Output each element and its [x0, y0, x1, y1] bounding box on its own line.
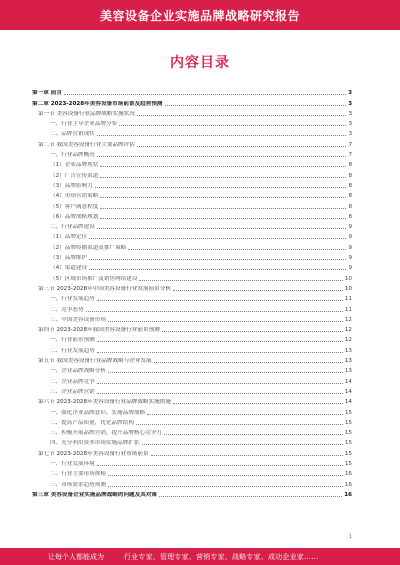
toc-entry-page: 15 — [344, 450, 352, 457]
toc-entry[interactable] — [32, 220, 352, 230]
footer-banner — [0, 548, 400, 565]
toc-entry-label: 二、行业主要市场规模 — [50, 471, 106, 478]
toc-entry-page: 15 — [344, 409, 352, 416]
toc-leader-dots — [95, 187, 347, 188]
toc-entry[interactable] — [32, 117, 352, 127]
toc-entry[interactable] — [32, 333, 352, 343]
toc-entry-label: （5）客户满意程度 — [50, 203, 99, 210]
table-of-contents — [32, 86, 352, 498]
toc-entry-page: 3 — [348, 110, 352, 117]
toc-entry-page: 11 — [344, 306, 352, 313]
toc-entry[interactable] — [32, 251, 352, 261]
toc-leader-dots — [100, 197, 346, 198]
toc-entry-page: 14 — [344, 388, 352, 395]
toc-entry-page: 3 — [348, 121, 352, 128]
toc-leader-dots — [97, 228, 347, 229]
toc-entry-label: 一、行业发展趋势 — [50, 296, 95, 303]
toc-entry-page: 9 — [348, 265, 352, 272]
toc-entry[interactable] — [32, 148, 352, 158]
toc-entry[interactable] — [32, 426, 352, 436]
toc-entry-label: 三、中国美容设备市场 — [50, 316, 106, 323]
toc-entry[interactable] — [32, 189, 352, 199]
toc-entry-page: 12 — [344, 327, 352, 334]
toc-entry-page: 8 — [348, 162, 352, 169]
toc-entry[interactable] — [32, 179, 352, 189]
toc-entry-label: （3）品牌影响力 — [50, 182, 93, 189]
toc-entry[interactable] — [32, 395, 352, 405]
toc-leader-dots — [108, 321, 343, 322]
toc-entry-label: （4）市场营销策略 — [50, 193, 99, 200]
toc-entry-label: 三、积极开展品牌营销，提升品牌核心竞争力 — [50, 430, 162, 437]
toc-leader-dots — [97, 156, 347, 157]
report-title: 美容设备企业实施品牌战略研究报告 — [99, 8, 300, 23]
toc-leader-dots — [173, 290, 343, 291]
toc-entry-page: 16 — [344, 471, 352, 478]
toc-leader-dots — [137, 115, 347, 116]
toc-leader-dots — [154, 362, 343, 363]
toc-leader-dots — [108, 486, 343, 487]
toc-entry-page: 14 — [344, 399, 352, 406]
toc-entry-label: （4）渠道建设 — [50, 265, 88, 272]
toc-leader-dots — [139, 280, 342, 281]
toc-leader-dots — [142, 444, 343, 445]
toc-leader-dots — [108, 372, 343, 373]
toc-entry-label: 第四节 2023-2028年我国美容设备行业前景预测 — [38, 327, 160, 334]
toc-entry-page: 13 — [344, 368, 352, 375]
toc-entry-page: 8 — [348, 182, 352, 189]
toc-entry-page: 9 — [348, 244, 352, 251]
toc-entry-page: 11 — [344, 296, 352, 303]
toc-leader-dots — [151, 455, 343, 456]
toc-entry[interactable] — [32, 374, 352, 384]
toc-leader-dots — [97, 352, 343, 353]
toc-entry-page: 7 — [348, 141, 352, 148]
toc-entry[interactable] — [32, 230, 352, 240]
toc-entry-label: 二、行业发展趋势 — [50, 347, 95, 354]
toc-title: 内容目录 — [170, 55, 230, 71]
toc-entry-label: 第五节 我国美容设备行业品牌战略与企业发展 — [38, 358, 152, 365]
toc-entry-page: 12 — [344, 337, 352, 344]
toc-entry-page: 10 — [344, 285, 352, 292]
toc-entry[interactable] — [32, 292, 352, 302]
toc-entry-page: 16 — [344, 481, 352, 488]
toc-entry-label: （3）品牌维护 — [50, 255, 88, 262]
toc-leader-dots — [89, 269, 346, 270]
toc-entry[interactable] — [32, 86, 352, 96]
toc-entry-label: 一、行业发展环境 — [50, 460, 95, 467]
toc-leader-dots — [119, 125, 346, 126]
toc-entry[interactable] — [32, 416, 352, 426]
toc-entry[interactable] — [32, 168, 352, 178]
toc-entry-label: （2）品牌传播渠道及推广策略 — [50, 244, 127, 251]
toc-leader-dots — [100, 177, 346, 178]
toc-entry[interactable] — [32, 343, 352, 353]
toc-entry[interactable] — [32, 354, 352, 364]
toc-entry-label: 第二节 我国美容设备行业主要品牌评估 — [38, 141, 135, 148]
toc-leader-dots — [97, 300, 343, 301]
toc-entry-page: 8 — [348, 203, 352, 210]
toc-leader-dots — [86, 311, 343, 312]
toc-entry[interactable] — [32, 127, 352, 137]
toc-entry[interactable] — [32, 477, 352, 487]
toc-entry-label: 一、行业前景预测 — [50, 337, 95, 344]
toc-entry[interactable] — [32, 405, 352, 415]
toc-leader-dots — [108, 475, 343, 476]
toc-leader-dots — [100, 166, 346, 167]
toc-leader-dots — [162, 331, 343, 332]
toc-entry[interactable] — [32, 240, 352, 250]
toc-entry-label: 二、品牌营销现状 — [50, 131, 95, 138]
toc-entry-page: 9 — [348, 224, 352, 231]
toc-entry-label: 二、提高产品质量，优化品牌结构 — [50, 419, 134, 426]
toc-entry-label: 一、行业品牌概况 — [50, 152, 95, 159]
toc-entry-label: 二、行业品牌建设 — [50, 224, 95, 231]
toc-entry-label: （2）广告宣传渠道 — [50, 172, 99, 179]
toc-leader-dots — [147, 414, 343, 415]
toc-entry[interactable] — [32, 313, 352, 323]
toc-entry-label: 第三节 2023-2028年中国美容设备行业发展前景分析 — [38, 285, 171, 292]
toc-entry-page: 3 — [348, 90, 352, 97]
toc-entry-label: （1）企业品牌现状 — [50, 162, 99, 169]
toc-entry[interactable] — [32, 436, 352, 446]
toc-entry-label: 二、竞争态势 — [50, 306, 84, 313]
toc-leader-dots — [165, 105, 347, 106]
toc-entry-page: 16 — [344, 491, 352, 498]
toc-entry[interactable] — [32, 457, 352, 467]
toc-entry-page: 14 — [344, 378, 352, 385]
toc-entry-label: 一、强化企业品牌意识，实施品牌战略 — [50, 409, 146, 416]
footer-slogan-right: 行业专家、管理专家、营销专家、战略专家、成功企业家…… — [124, 552, 319, 561]
toc-entry-label: 四、充分利用资本市场实施品牌扩张 — [50, 440, 140, 447]
toc-entry-page: 9 — [348, 255, 352, 262]
toc-leader-dots — [97, 135, 347, 136]
toc-leader-dots — [173, 403, 343, 404]
toc-entry[interactable] — [32, 137, 352, 147]
toc-entry[interactable] — [32, 158, 352, 168]
toc-leader-dots — [97, 465, 343, 466]
toc-leader-dots — [97, 393, 343, 394]
toc-entry-label: 第一节 美容设备行业品牌战略实施状况 — [38, 110, 135, 117]
toc-entry-page: 15 — [344, 419, 352, 426]
toc-entry[interactable] — [32, 302, 352, 312]
toc-leader-dots — [137, 146, 347, 147]
toc-entry-page: 15 — [344, 430, 352, 437]
toc-entry-label: 第六节 2023-2028年美容设备行业品牌战略实施措施 — [38, 399, 171, 406]
toc-entry-label: （6）品牌战略规划 — [50, 213, 99, 220]
toc-entry-page: 8 — [348, 213, 352, 220]
toc-entry[interactable] — [32, 364, 352, 374]
toc-leader-dots — [128, 249, 346, 250]
toc-entry[interactable] — [32, 210, 352, 220]
toc-entry-label: 第一章 前言 — [32, 90, 62, 97]
toc-leader-dots — [164, 434, 343, 435]
toc-entry-label: 一、行业主导企业品牌分布 — [50, 121, 118, 128]
toc-entry[interactable] — [32, 488, 352, 498]
toc-leader-dots — [89, 238, 346, 239]
toc-entry-label: 第三章 美容设备企业实施品牌战略的问题及其对策 — [32, 491, 158, 498]
toc-entry[interactable] — [32, 446, 352, 456]
toc-entry-page: 7 — [348, 152, 352, 159]
toc-entry-page: 8 — [348, 193, 352, 200]
toc-entry-page: 3 — [348, 131, 352, 138]
toc-entry-label: 三、企业品牌营销 — [50, 388, 95, 395]
toc-leader-dots — [89, 259, 346, 260]
toc-entry[interactable] — [32, 323, 352, 333]
header-banner — [0, 0, 400, 30]
toc-leader-dots — [64, 94, 346, 95]
toc-entry-label: 三、市场需求趋势预测 — [50, 481, 106, 488]
toc-entry-page: 12 — [344, 316, 352, 323]
toc-entry-page: 15 — [344, 460, 352, 467]
toc-entry-label: 第七节 2023-2028年美容设备行业市场前景 — [38, 450, 149, 457]
toc-entry-label: 第二章 2023-2028年美容设备市场前景及趋势预测 — [32, 100, 163, 107]
toc-leader-dots — [100, 218, 346, 219]
toc-entry-label: 一、企业品牌战略分析 — [50, 368, 106, 375]
toc-leader-dots — [97, 383, 343, 384]
toc-entry-page: 10 — [344, 275, 352, 282]
toc-entry[interactable] — [32, 282, 352, 292]
toc-entry-label: 二、企业品牌竞争 — [50, 378, 95, 385]
toc-leader-dots — [159, 496, 342, 497]
footer-slogan-left: 让每个人都能成为 — [48, 552, 104, 561]
toc-entry[interactable] — [32, 261, 352, 271]
toc-entry[interactable] — [32, 467, 352, 477]
toc-leader-dots — [100, 208, 346, 209]
toc-entry-label: （5）区域市场推广及销售网络建设 — [50, 275, 138, 282]
toc-leader-dots — [97, 341, 343, 342]
page-number: 1 — [348, 534, 352, 540]
toc-entry-page: 15 — [344, 440, 352, 447]
toc-entry[interactable] — [32, 199, 352, 209]
toc-entry[interactable] — [32, 385, 352, 395]
toc-entry-page: 8 — [348, 172, 352, 179]
toc-entry-page: 13 — [344, 347, 352, 354]
toc-entry-label: （1）品牌定位 — [50, 234, 88, 241]
toc-entry[interactable] — [32, 96, 352, 106]
toc-entry-page: 9 — [348, 234, 352, 241]
toc-leader-dots — [136, 424, 343, 425]
toc-entry-page: 13 — [344, 358, 352, 365]
toc-entry-page: 3 — [348, 100, 352, 107]
toc-entry[interactable] — [32, 107, 352, 117]
toc-entry[interactable] — [32, 271, 352, 281]
